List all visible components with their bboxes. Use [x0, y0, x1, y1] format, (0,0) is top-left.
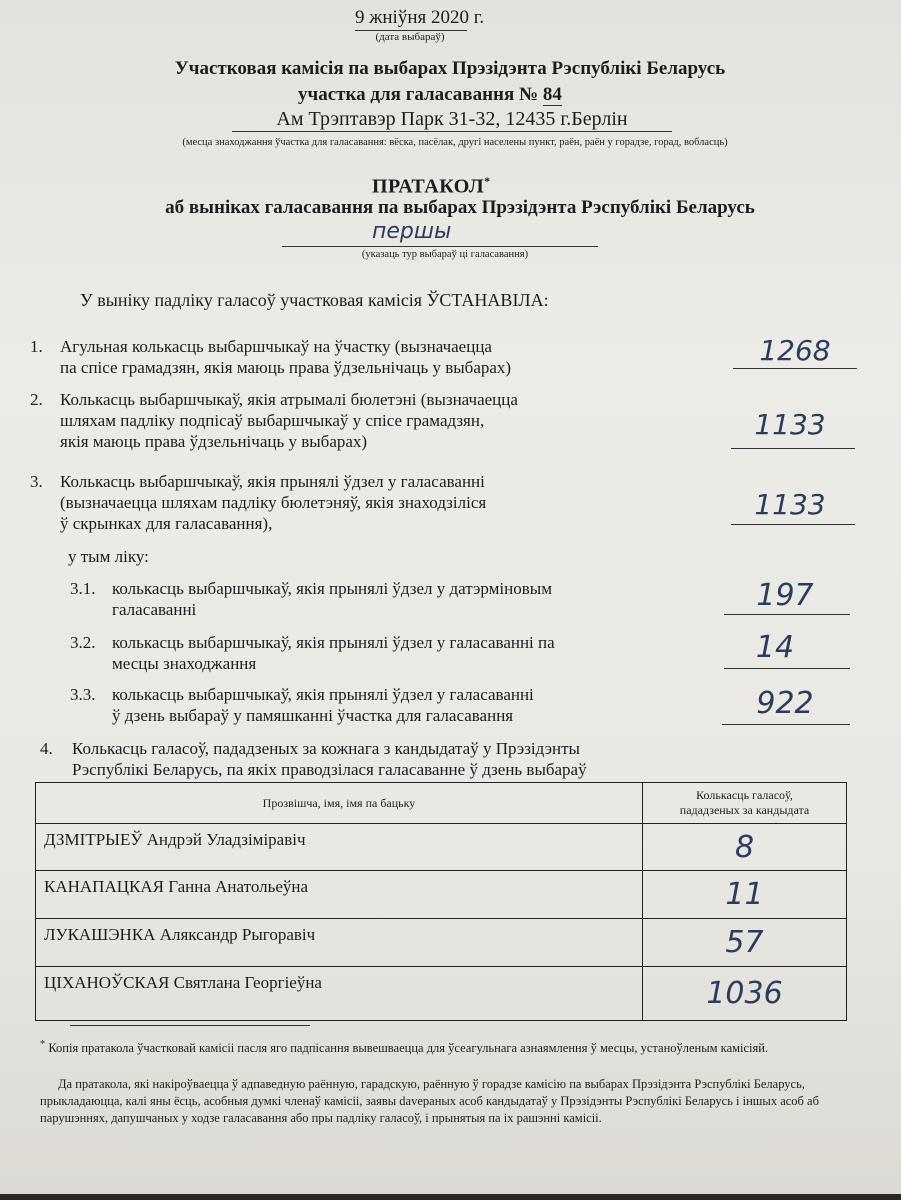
item-2-line-1: Колькасць выбаршчыкаў, якія атрымалі бюлетэні (вызначаецца — [60, 390, 518, 409]
item-3-3-value: 922 — [756, 686, 814, 721]
station-line — [298, 84, 562, 106]
item-3-line-1: Колькасць выбаршчыкаў, якія прынялі ўдзел у галасаванні — [60, 472, 485, 491]
item-3-3-line-1: колькасць выбаршчыкаў, якія прынялі ўдзел у галасаванні — [112, 685, 534, 704]
footnote-separator — [70, 1025, 310, 1026]
item-3-3-line-2: ў дзень выбараў у памяшканні ўчастка для галасавання — [112, 706, 514, 725]
item-3-1-number: 3.1. — [70, 579, 96, 598]
candidate-name: ЦІХАНОЎСКАЯ Святлана Георгіеўна — [36, 967, 643, 1021]
candidate-name: КАНАПАЦКАЯ Ганна Анатольеўна — [36, 871, 643, 919]
item-4-line-2: Рэспублікі Беларусь, па якіх праводзілася галасаванне ў дзень выбараў — [72, 760, 587, 779]
item-1-value: 1268 — [759, 334, 831, 367]
round-caption: (указаць тур выбараў ці галасавання) — [361, 249, 529, 260]
date-caption: (дата выбараў) — [375, 31, 445, 43]
item-3-label — [60, 471, 486, 534]
protocol-subheading: аб выніках галасавання па выбарах Прэзідэнта Рэспублікі Беларусь — [165, 197, 755, 218]
candidate-votes: 1036 — [643, 967, 847, 1021]
item-3-3-label — [112, 684, 534, 726]
item-2-line-3: якія маюць права ўдзельнічаць у выбарах) — [60, 432, 368, 451]
item-4-number: 4. — [40, 739, 53, 758]
table-row — [36, 871, 847, 919]
table-row — [36, 824, 847, 871]
item-3-1-line — [724, 614, 850, 615]
item-3-line-2: (вызначаецца шляхам падліку бюлетэняў, якія знаходзіліся — [60, 493, 487, 512]
station-address: Ам Трэптавэр Парк 31-32, 12435 г.Берлін — [232, 108, 672, 132]
item-2-number: 2. — [30, 390, 43, 409]
item-3-1-line-1: колькасць выбаршчыкаў, якія прынялі ўдзел у датэрміновым — [112, 579, 552, 598]
item-2-line-2: шляхам падліку подпісаў выбаршчыкаў у спісе грамадзян, — [60, 411, 485, 430]
item-4-line-1: Колькасць галасоў, пададзеных за кожнага з кандыдатаў у Прэзідэнты — [72, 739, 580, 758]
candidate-votes: 11 — [643, 871, 847, 919]
column-header-votes — [643, 783, 847, 824]
item-2-label — [60, 389, 518, 452]
table-header-row — [36, 783, 847, 824]
candidates-table — [35, 782, 847, 1021]
candidate-votes: 8 — [643, 824, 847, 871]
including-label: у тым ліку: — [68, 547, 149, 566]
item-1-number: 1. — [30, 337, 43, 356]
intro-text: У выніку падліку галасоў участковая камісія ЎСТАНАВІЛА: — [80, 290, 549, 310]
item-3-2-value: 14 — [755, 630, 795, 665]
item-4-label — [72, 738, 587, 780]
station-prefix: участка для галасавання № — [298, 84, 539, 105]
table-row — [36, 967, 847, 1021]
heading-text: ПРАТАКОЛ — [372, 175, 485, 198]
address-caption: (месца знаходжання ўчастка для галасавання: вёска, пасёлак, другі населены пункт, раён, раён у горадзе, горад, вобласць) — [182, 137, 728, 148]
round-line — [282, 246, 598, 247]
item-3-1-value: 197 — [756, 578, 814, 613]
candidate-name: ДЗМІТРЫЕЎ Андрэй Уладзіміравіч — [36, 824, 643, 871]
footnote-2: Да пратакола, які накіроўваецца ў адпаведную раённую, гарадскую, раённую ў горадзе камісію па выбарах Прэзідэнта Рэспублікі Беларусь, прыкладаюцца, калі яны ёсць, асобныя думкі членаў камісіі, заявы davераных асоб кандыдатаў у Прэзідэнты Рэспублікі Беларусь і іншых асоб аб парушэннях, дапушчаных у ходзе галасавання або пры падліку галасоў, і прынятыя па іх рашэнні камісіі. — [40, 1077, 819, 1125]
candidate-votes: 57 — [643, 919, 847, 967]
item-3-value: 1133 — [754, 488, 826, 521]
item-3-1-line-2: галасаванні — [112, 600, 197, 619]
table-row — [36, 919, 847, 967]
item-3-3-number: 3.3. — [70, 685, 96, 704]
item-3-2-line — [724, 668, 850, 669]
heading-footnote-mark: * — [484, 174, 491, 188]
item-1-line — [733, 368, 857, 369]
round-handwritten: першы — [372, 219, 452, 244]
commission-title: Участковая камісія па выбарах Прэзідэнта Рэспублікі Беларусь — [174, 58, 726, 79]
votes-header-line-2: пададзеных за кандыдата — [679, 803, 810, 817]
item-3-line — [731, 524, 855, 525]
protocol-heading — [372, 174, 491, 199]
item-3-2-line-2: месцы знаходжання — [112, 654, 257, 673]
item-3-2-number: 3.2. — [70, 633, 96, 652]
item-3-1-label — [112, 578, 552, 620]
item-3-2-label — [112, 632, 555, 674]
column-header-name: Прозвішча, імя, імя па бацьку — [36, 783, 643, 824]
footnote-1 — [40, 1036, 855, 1057]
item-2-value: 1133 — [754, 408, 826, 441]
candidate-name: ЛУКАШЭНКА Аляксандр Рыгоравіч — [36, 919, 643, 967]
item-3-3-line — [722, 724, 850, 725]
footnote-mark: * — [40, 1039, 46, 1050]
item-1-label — [60, 336, 511, 378]
item-3-line-3: ў скрынках для галасавання), — [60, 514, 273, 533]
footnote-1-text: Копія пратакола ўчастковай камісіі пасля яго падпісання вывешваецца для ўсеагульнага азнаямлення ў месцы, устаноўленым камісіяй. — [48, 1041, 769, 1056]
item-2-line — [731, 448, 855, 449]
item-3-number: 3. — [30, 472, 43, 491]
item-1-line-2: па спісе грамадзян, якія маюць права ўдзельнічаць у выбарах) — [60, 358, 512, 377]
election-date: 9 жніўня 2020 г. — [355, 6, 467, 31]
votes-header-line-1: Колькасць галасоў, — [696, 788, 793, 802]
item-3-2-line-1: колькасць выбаршчыкаў, якія прынялі ўдзел у галасаванні па — [112, 633, 555, 652]
item-1-line-1: Агульная колькасць выбаршчыкаў на ўчастку (вызначаецца — [60, 337, 492, 356]
station-number: 84 — [542, 84, 562, 105]
